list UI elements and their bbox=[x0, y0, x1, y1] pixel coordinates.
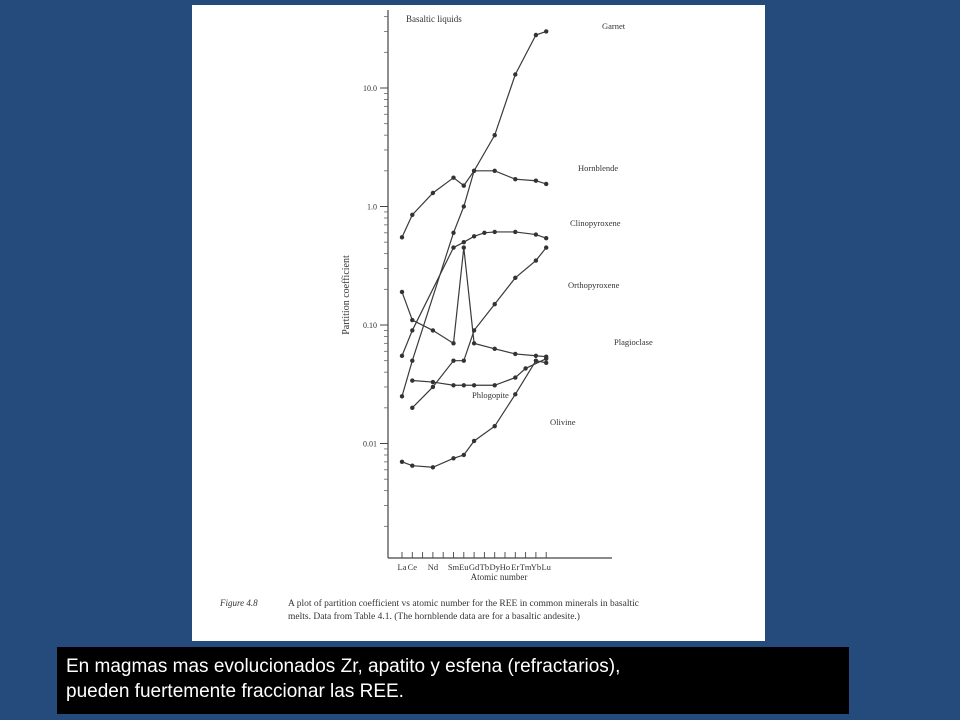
x-axis-label: Atomic number bbox=[470, 572, 528, 582]
series-plagioclase bbox=[400, 245, 549, 359]
y-tick-label: 0.10 bbox=[363, 321, 377, 330]
data-point-olivine bbox=[544, 361, 548, 365]
x-tick-label-yb: Yb bbox=[530, 562, 542, 572]
data-point-clinopyroxene bbox=[544, 236, 548, 240]
x-tick-label-ho: Ho bbox=[499, 562, 511, 572]
data-point-garnet bbox=[544, 29, 548, 33]
data-point-olivine bbox=[513, 392, 517, 396]
data-point-clinopyroxene bbox=[451, 245, 455, 249]
series-olivine bbox=[400, 358, 549, 469]
y-tick-label: 10.0 bbox=[363, 84, 377, 93]
data-point-hornblende bbox=[534, 179, 538, 183]
data-point-phlogopite bbox=[410, 378, 414, 382]
partition-coefficient-chart bbox=[192, 5, 765, 641]
series-label-garnet: Garnet bbox=[602, 21, 626, 31]
data-point-garnet bbox=[462, 204, 466, 208]
data-point-garnet bbox=[410, 358, 414, 362]
x-tick-label-dy: Dy bbox=[489, 562, 500, 572]
data-point-hornblende bbox=[451, 176, 455, 180]
figure-label: Figure 4.8 bbox=[220, 598, 258, 608]
data-point-plagioclase bbox=[513, 352, 517, 356]
x-tick-label-ce: Ce bbox=[407, 562, 418, 572]
series-line-plagioclase bbox=[402, 248, 546, 357]
slide-caption-line-1: En magmas mas evolucionados Zr, apatito y esfena (refractarios), bbox=[66, 656, 621, 677]
data-point-clinopyroxene bbox=[410, 328, 414, 332]
data-point-clinopyroxene bbox=[462, 240, 466, 244]
x-tick-label-tb: Tb bbox=[479, 562, 490, 572]
data-point-orthopyroxene bbox=[534, 258, 538, 262]
data-point-phlogopite bbox=[451, 383, 455, 387]
series-label-phlogopite: Phlogopite bbox=[472, 390, 509, 400]
data-point-orthopyroxene bbox=[431, 385, 435, 389]
x-tick-label-er: Er bbox=[511, 562, 520, 572]
data-point-hornblende bbox=[493, 169, 497, 173]
data-point-plagioclase bbox=[462, 245, 466, 249]
y-tick-label: 0.01 bbox=[363, 439, 377, 449]
data-point-clinopyroxene bbox=[482, 231, 486, 235]
series-label-clinopyroxene: Clinopyroxene bbox=[570, 218, 621, 228]
series-group bbox=[400, 21, 653, 469]
x-tick-label-tm: Tm bbox=[519, 562, 532, 572]
data-point-hornblende bbox=[400, 235, 404, 239]
x-tick-label-lu: Lu bbox=[541, 562, 551, 572]
data-point-clinopyroxene bbox=[493, 230, 497, 234]
chart-title: Basaltic liquids bbox=[406, 14, 462, 24]
data-point-garnet bbox=[534, 33, 538, 37]
data-point-plagioclase bbox=[410, 318, 414, 322]
series-line-hornblende bbox=[402, 171, 546, 237]
data-point-olivine bbox=[410, 463, 414, 467]
data-point-garnet bbox=[451, 231, 455, 235]
data-point-hornblende bbox=[410, 213, 414, 217]
y-ticks bbox=[363, 17, 388, 527]
data-point-phlogopite bbox=[462, 383, 466, 387]
data-point-orthopyroxene bbox=[451, 358, 455, 362]
data-point-plagioclase bbox=[400, 290, 404, 294]
data-point-phlogopite bbox=[513, 375, 517, 379]
data-point-olivine bbox=[493, 424, 497, 428]
data-point-hornblende bbox=[513, 177, 517, 181]
data-point-hornblende bbox=[544, 182, 548, 186]
data-point-clinopyroxene bbox=[472, 234, 476, 238]
data-point-hornblende bbox=[431, 191, 435, 195]
data-point-plagioclase bbox=[534, 354, 538, 358]
data-point-hornblende bbox=[462, 183, 466, 187]
data-point-olivine bbox=[472, 439, 476, 443]
slide-caption-line-2: pueden fuertemente fraccionar las REE. bbox=[66, 681, 404, 702]
data-point-hornblende bbox=[472, 169, 476, 173]
data-point-garnet bbox=[493, 133, 497, 137]
data-point-plagioclase bbox=[451, 341, 455, 345]
data-point-phlogopite bbox=[493, 383, 497, 387]
series-hornblende bbox=[400, 169, 549, 240]
y-tick-label: 1.0 bbox=[367, 202, 377, 212]
data-point-plagioclase bbox=[493, 347, 497, 351]
data-point-phlogopite bbox=[523, 366, 527, 370]
data-point-phlogopite bbox=[431, 380, 435, 384]
data-point-clinopyroxene bbox=[513, 230, 517, 234]
figure-caption-line-1: A plot of partition coefficient vs atomic number for the REE in common minerals in basaltic bbox=[288, 599, 639, 609]
data-point-orthopyroxene bbox=[410, 406, 414, 410]
data-point-orthopyroxene bbox=[544, 245, 548, 249]
series-label-hornblende: Hornblende bbox=[578, 163, 619, 173]
data-point-phlogopite bbox=[472, 383, 476, 387]
data-point-olivine bbox=[534, 358, 538, 362]
data-point-clinopyroxene bbox=[400, 354, 404, 358]
data-point-plagioclase bbox=[472, 341, 476, 345]
data-point-orthopyroxene bbox=[493, 302, 497, 306]
data-point-garnet bbox=[400, 394, 404, 398]
series-label-plagioclase: Plagioclase bbox=[614, 337, 653, 347]
x-tick-label-sm: Sm bbox=[447, 562, 460, 572]
x-tick-label-gd: Gd bbox=[468, 562, 480, 572]
data-point-olivine bbox=[462, 453, 466, 457]
x-ticks bbox=[398, 552, 552, 572]
series-line-clinopyroxene bbox=[402, 232, 546, 356]
data-point-olivine bbox=[431, 465, 435, 469]
data-point-olivine bbox=[451, 456, 455, 460]
series-label-orthopyroxene: Orthopyroxene bbox=[568, 280, 620, 290]
slide-caption-box bbox=[57, 647, 849, 714]
data-point-phlogopite bbox=[544, 356, 548, 360]
y-axis-label: Partition coefficient bbox=[341, 255, 352, 335]
series-line-olivine bbox=[402, 361, 546, 468]
data-point-olivine bbox=[400, 460, 404, 464]
data-point-clinopyroxene bbox=[534, 232, 538, 236]
series-phlogopite bbox=[410, 356, 548, 387]
x-tick-label-la: La bbox=[397, 562, 407, 572]
figure-caption-line-2: melts. Data from Table 4.1. (The hornblende data are for a basaltic andesite.) bbox=[288, 612, 580, 622]
data-point-plagioclase bbox=[431, 328, 435, 332]
x-tick-label-nd: Nd bbox=[427, 562, 439, 572]
data-point-orthopyroxene bbox=[462, 358, 466, 362]
x-tick-label-eu: Eu bbox=[459, 562, 469, 572]
data-point-orthopyroxene bbox=[513, 276, 517, 280]
figure-panel bbox=[192, 5, 765, 641]
data-point-garnet bbox=[513, 72, 517, 76]
series-label-olivine: Olivine bbox=[550, 417, 576, 427]
